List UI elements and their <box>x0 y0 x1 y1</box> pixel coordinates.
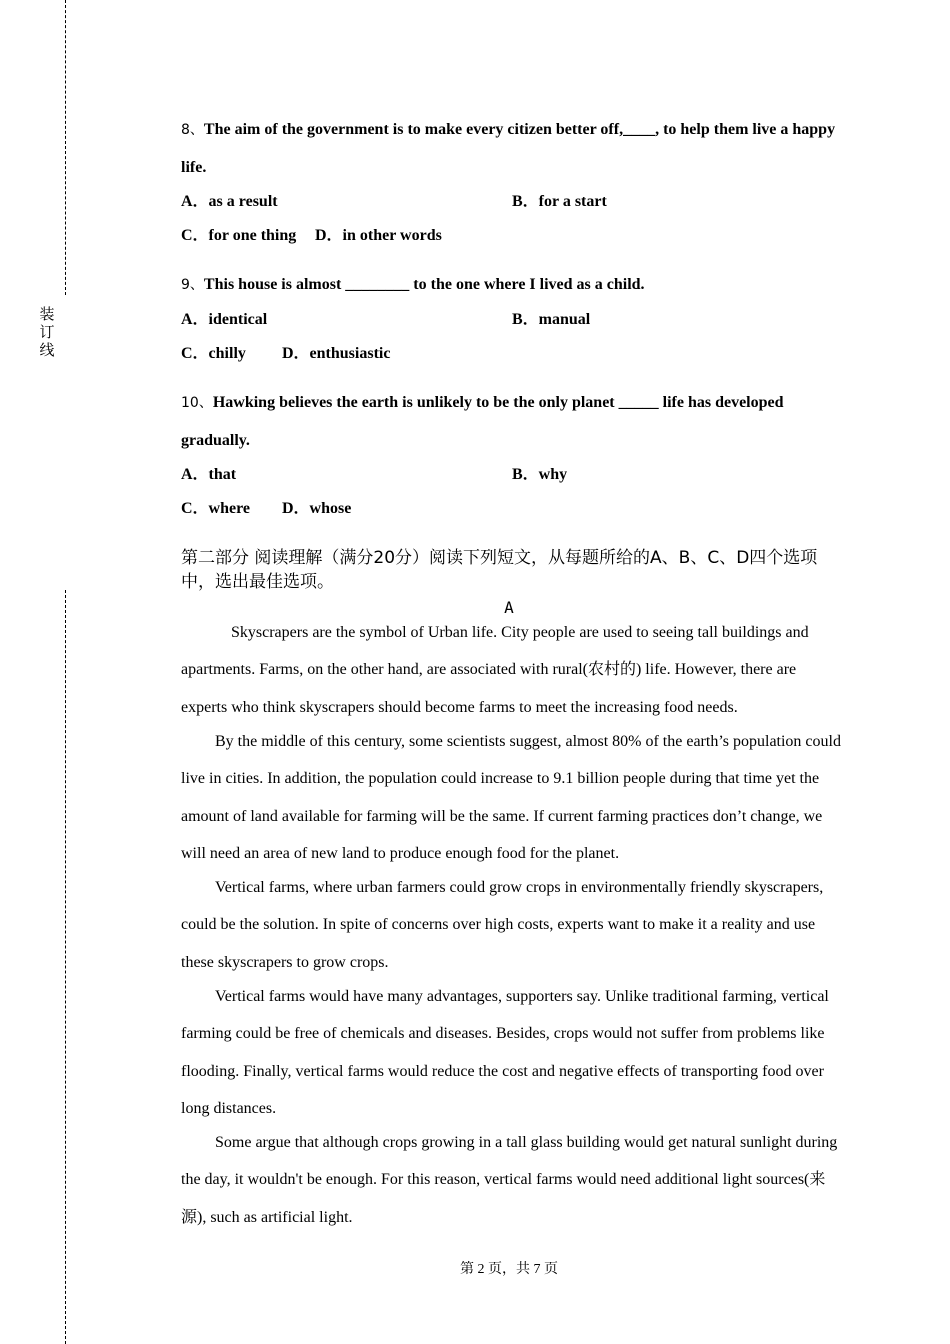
question-9-stem <box>181 266 841 304</box>
binding-line-top <box>65 0 66 295</box>
question-9-option-b: B．manual <box>512 311 591 328</box>
question-8-stem <box>181 111 841 186</box>
question-10-option-b: B．why <box>512 466 568 483</box>
question-10-option-c: C．where <box>181 500 251 517</box>
passage-paragraph-3: Vertical farms, where urban farmers could grow crops in environmentally friendly skyscrapers, could be the solution. In spite of concerns over high costs, experts want to make it a reality and use these skyscrapers to grow crops. <box>181 879 824 971</box>
question-number: 8、 <box>181 122 204 138</box>
binding-line-bottom <box>65 590 66 1344</box>
page-footer: 第 2 页，共 7 页 <box>460 1262 558 1277</box>
passage-paragraph-5: Some argue that although crops growing in a tall glass building would get natural sunlight during the day, it wouldn't be enough. For this reason, vertical farms would need additional light sources(来源), such as artificial light. <box>181 1134 838 1226</box>
question-9-option-a: A．identical <box>181 311 268 328</box>
question-number: 9、 <box>181 277 204 293</box>
question-10-stem <box>181 384 841 459</box>
question-text: Hawking believes the earth is unlikely to be the only planet _____ life has developed gradually. <box>181 394 784 449</box>
passage-paragraph-1: Skyscrapers are the symbol of Urban life. City people are used to seeing tall buildings and apartments. Farms, on the other hand, are associated with rural(农村的) life. However, there are experts who think skyscrapers should become farms to meet the increasing food needs. <box>181 624 809 716</box>
question-9-option-c: C．chilly <box>181 345 246 362</box>
passage-paragraph-2: By the middle of this century, some scientists suggest, almost 80% of the earth’s population could live in cities. In addition, the population could increase to 9.1 billion people during that time yet the amount of land available for farming will be the same. If current farming practices don’t change, we will need an area of new land to produce enough food for the planet. <box>181 733 841 863</box>
question-8-option-c: C．for one thing <box>181 227 297 244</box>
passage-paragraph-4: Vertical farms would have many advantages, supporters say. Unlike traditional farming, vertical farming could be free of chemicals and diseases. Besides, crops would not suffer from problems like flooding. Finally, vertical farms would reduce the cost and negative effects of transporting food over long distances. <box>181 988 829 1118</box>
section-title: 第二部分 阅读理解（满分20分）阅读下列短文，从每题所给的A、B、C、D四个选项中，选出最佳选项。 <box>181 548 818 592</box>
question-number: 10、 <box>181 395 213 411</box>
passage-letter: A <box>504 598 514 617</box>
binding-label: 装订线 <box>39 305 55 359</box>
question-8-option-b: B．for a start <box>512 193 607 210</box>
question-8-option-a: A．as a result <box>181 193 278 210</box>
question-10-option-d: D．whose <box>282 500 352 517</box>
question-10-option-a: A．that <box>181 466 237 483</box>
question-9-option-d: D．enthusiastic <box>282 345 391 362</box>
question-text: This house is almost ________ to the one where I lived as a child. <box>203 276 645 293</box>
question-8-option-d: D．in other words <box>315 227 442 244</box>
question-text: The aim of the government is to make every citizen better off,____, to help them live a happy life. <box>181 121 836 176</box>
